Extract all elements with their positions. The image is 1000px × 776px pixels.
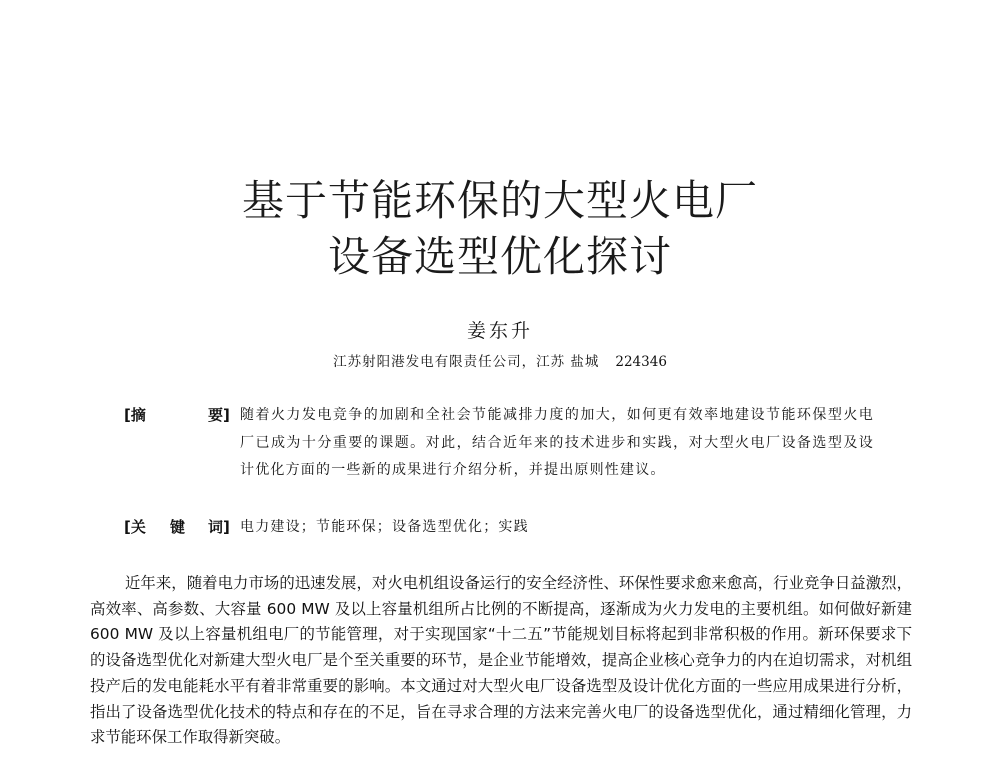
keywords-label-part-1: [关 bbox=[124, 518, 146, 536]
abstract-label-open: [摘 bbox=[124, 406, 146, 424]
paper-title-line-2: 设备选型优化探讨 bbox=[327, 232, 672, 281]
keywords-label-part-3: 词] bbox=[208, 518, 230, 536]
abstract-text: 随着火力发电竞争的加剧和全社会节能减排力度的加大，如何更有效率地建设节能环保型火电厂已成为十分重要的课题。对此，结合近年来的技术进步和实践，对大型火电厂设备选型及设计优化方面的一些新的成果进行介绍分析，并提出原则性建议。 bbox=[240, 407, 874, 478]
body-paragraph: 近年来，随着电力市场的迅速发展，对火电机组设备运行的安全经济性、环保性要求愈来愈高，行业竞争日益激烈，高效率、高参数、大容量 600 MW 及以上容量机组所占比例的不断提高，逐渐成为火力发电的主要机组。如何做好新建 600 MW 及以上容量机组电厂的节能管理，对于实现国家“十二五”节能规划目标将起到非常积极的作用。新环保要求下的设备选型优化对新建大型火电厂是个至关重要的环节，是企业节能增效，提高企业核心竞争力的内在迫切需求，对机组投产后的发电能耗水平有着非常重要的影响。本文通过对大型火电厂设备选型及设计优化方面的一些应用成果进行分析，指出了设备选型优化技术的特点和存在的不足，旨在寻求合理的方法来完善火电厂的设备选型优化，通过精细化管理，力求节能环保工作取得新突破。 bbox=[90, 574, 912, 747]
keywords-label bbox=[124, 514, 240, 541]
abstract-label-close: 要] bbox=[208, 406, 230, 424]
author-affiliation bbox=[0, 350, 1000, 370]
keywords-text: 电力建设；节能环保；设备选型优化；实践 bbox=[240, 519, 529, 535]
abstract-label bbox=[124, 402, 240, 429]
author-name: 姜东升 bbox=[466, 320, 533, 342]
paper-title-line-1: 基于节能环保的大型火电厂 bbox=[241, 176, 758, 225]
keywords-label-part-2: 键 bbox=[170, 518, 186, 536]
affiliation-org: 江苏射阳港发电有限责任公司，江苏 盐城 bbox=[333, 354, 600, 370]
affiliation-postcode: 224346 bbox=[615, 354, 667, 370]
